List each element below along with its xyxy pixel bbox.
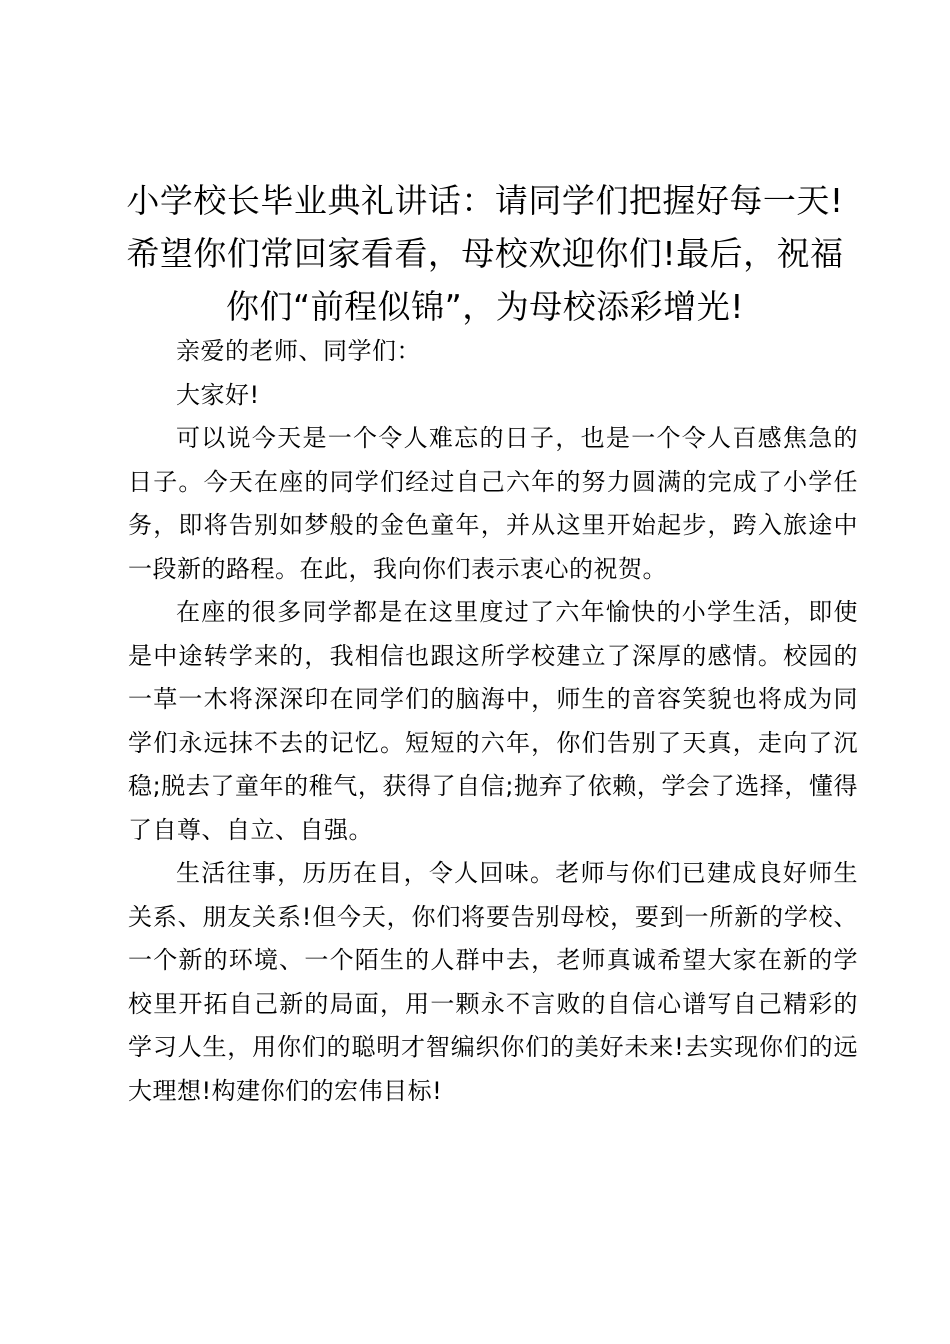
paragraph: 生活往事，历历在目，令人回味。老师与你们已建成良好师生关系、朋友关系!但今天，你们将要告别母校，要到一所新的学校、一个新的环境、一个陌生的人群中去，老师真诚希望大家在新的学校里开拓自己新的局面，用一颗永不言败的自信心谱写自己精彩的学习人生，用你们的聪明才智编织你们的美好未来!去实现你们的远大理想!构建你们的宏伟目标!	[128, 859, 858, 1105]
paragraph: 可以说今天是一个令人难忘的日子，也是一个令人百感焦急的日子。今天在座的同学们经过自己六年的努力圆满的完成了小学任务，即将告别如梦般的金色童年，并从这里开始起步，跨入旅途中一段新的路程。在此，我向你们表示衷心的祝贺。	[128, 424, 858, 583]
greeting: 大家好!	[176, 380, 260, 409]
paragraph: 在座的很多同学都是在这里度过了六年愉快的小学生活，即使是中途转学来的，我相信也跟这所学校建立了深厚的感情。校园的一草一木将深深印在同学们的脑海中，师生的音容笑貌也将成为同学们永远抹不去的记忆。短短的六年，你们告别了天真，走向了沉稳;脱去了童年的稚气，获得了自信;抛弃了依赖，学会了选择，懂得了自尊、自立、自强。	[128, 598, 858, 844]
salutation: 亲爱的老师、同学们：	[176, 337, 421, 365]
document-body	[128, 330, 858, 1113]
document-title: 小学校长毕业典礼讲话：请同学们把握好每一天!希望你们常回家看看，母校欢迎你们!最后，祝福你们“前程似锦”，为母校添彩增光!	[126, 181, 844, 326]
